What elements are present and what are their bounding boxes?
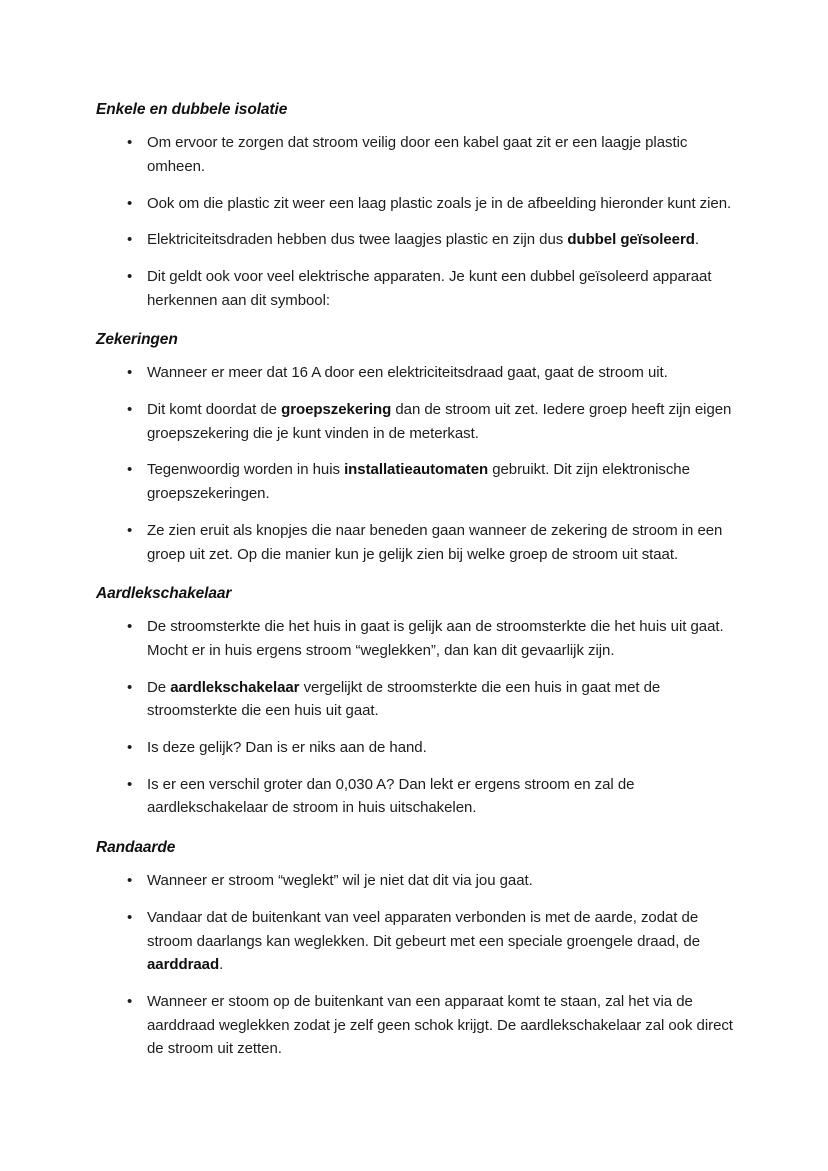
bullet-point-icon: • <box>127 267 133 285</box>
bullet-point-icon: • <box>127 993 133 1011</box>
text-run: Wanneer er stroom “weglekt” wil je niet dat dit via jou gaat. <box>147 872 533 890</box>
text-run: Dit komt doordat de <box>147 401 282 419</box>
section-heading: Enkele en dubbele isolatie <box>96 101 288 118</box>
list-item-text <box>147 872 533 889</box>
list-item-text <box>147 231 699 248</box>
bullet-point-icon: • <box>127 401 133 419</box>
section-heading: Aardlekschakelaar <box>96 585 232 603</box>
bullet-list <box>96 869 733 1061</box>
bullet-point-icon: • <box>127 134 133 152</box>
text-run: Elektriciteitsdraden hebben dus twee laagjes plastic en zijn dus <box>147 231 568 249</box>
section-heading: Zekeringen <box>96 331 178 349</box>
section-heading: Randaarde <box>96 839 176 857</box>
bullet-list <box>96 361 733 566</box>
bullet-point-icon: • <box>127 618 133 636</box>
document-section <box>96 100 733 312</box>
list-item <box>96 398 733 445</box>
text-run: De <box>147 678 171 696</box>
emphasized-term: aardlekschakelaar <box>170 678 300 696</box>
list-item-text <box>147 401 731 442</box>
list-item-text <box>147 134 687 175</box>
text-run: gebruikt. Dit zijn elektronische groepszekeringen. <box>147 461 690 503</box>
list-item <box>96 519 733 566</box>
document-section <box>96 330 733 566</box>
list-item-text <box>147 909 700 973</box>
list-item-text <box>147 364 668 381</box>
document-section <box>96 584 733 820</box>
text-run: Wanneer er stoom op de buitenkant van een apparaat komt te staan, zal het via de aarddraad weglekken zodat je zelf geen schok krijgt. De aardlekschakelaar zal ook direct de stroom uit zetten. <box>147 993 733 1058</box>
text-run: Is er een verschil groter dan 0,030 A? Dan lekt er ergens stroom en zal de aardlekschakelaar de stroom in huis uitschakelen. <box>147 775 635 817</box>
bullet-point-icon: • <box>127 678 133 696</box>
list-item <box>96 736 733 760</box>
list-item <box>96 131 733 178</box>
list-item-text <box>147 679 660 720</box>
text-run: Om ervoor te zorgen dat stroom veilig door een kabel gaat zit er een laagje plastic omheen. <box>147 134 688 175</box>
list-item-text <box>147 618 724 659</box>
text-run: Ze zien eruit als knopjes die naar beneden gaan wanneer de zekering de stroom in een groep uit zet. Op die manier kun je gelijk zien bij welke groep de stroom uit staat. <box>147 521 723 563</box>
list-item <box>96 990 733 1061</box>
list-item <box>96 228 733 252</box>
emphasized-term: installatieautomaten <box>344 461 489 479</box>
text-run: dan de stroom uit zet. Iedere groep heeft zijn eigen groepszekering die je kunt vinden in de meterkast. <box>147 401 732 442</box>
emphasized-term: aarddraad <box>147 956 220 974</box>
text-run: Tegenwoordig worden in huis <box>147 461 345 479</box>
text-run: Dit geldt ook voor veel elektrische apparaten. Je kunt een dubbel geïsoleerd apparaat herkennen aan dit symbool: <box>147 267 712 309</box>
list-item <box>96 869 733 893</box>
list-item <box>96 773 733 820</box>
list-item <box>96 265 733 312</box>
text-run: . <box>694 231 699 249</box>
emphasized-term: groepszekering <box>281 401 392 419</box>
text-run: Vandaar dat de buitenkant van veel apparaten verbonden is met de aarde, zodat de stroom daarlangs kan weglekken. Dit gebeurt met een speciale groengele draad, de <box>147 909 701 950</box>
list-item-text <box>147 993 733 1057</box>
document-section <box>96 838 733 1061</box>
list-item-text <box>147 461 690 502</box>
bullet-point-icon: • <box>127 909 133 926</box>
text-run: Wanneer er meer dat 16 A door een elektriciteitsdraad gaat, gaat de stroom uit. <box>147 364 668 382</box>
text-run: Ook om die plastic zit weer een laag plastic zoals je in de afbeelding hieronder kunt zien. <box>147 194 732 212</box>
emphasized-term: dubbel geïsoleerd <box>567 231 695 249</box>
bullet-point-icon: • <box>127 775 133 793</box>
text-run: Is deze gelijk? Dan is er niks aan de hand. <box>147 739 427 757</box>
bullet-point-icon: • <box>127 521 133 539</box>
list-item <box>96 458 733 505</box>
bullet-list <box>96 131 733 312</box>
text-run: vergelijkt de stroomsterkte die een huis in gaat met de stroomsterkte die een huis uit gaat. <box>147 678 661 720</box>
list-item <box>96 192 733 216</box>
list-item-text <box>147 776 634 817</box>
text-run: De stroomsterkte die het huis in gaat is gelijk aan de stroomsterkte die het huis uit gaat. Mocht er in huis ergens stroom “weglekken”, dan kan dit gevaarlijk zijn. <box>147 618 724 660</box>
list-item <box>96 361 733 385</box>
text-run: . <box>219 956 224 974</box>
bullet-point-icon: • <box>127 194 133 212</box>
list-item <box>96 906 733 977</box>
bullet-point-icon: • <box>127 872 133 890</box>
list-item-text <box>147 739 427 756</box>
bullet-point-icon: • <box>127 231 133 249</box>
bullet-point-icon: • <box>127 739 133 757</box>
list-item-text <box>147 522 722 563</box>
list-item <box>96 676 733 723</box>
bullet-point-icon: • <box>127 461 133 479</box>
document-body <box>96 100 733 1061</box>
list-item <box>96 615 733 662</box>
list-item-text <box>147 268 711 309</box>
bullet-point-icon: • <box>127 364 133 382</box>
bullet-list <box>96 615 733 820</box>
list-item-text <box>147 195 731 212</box>
